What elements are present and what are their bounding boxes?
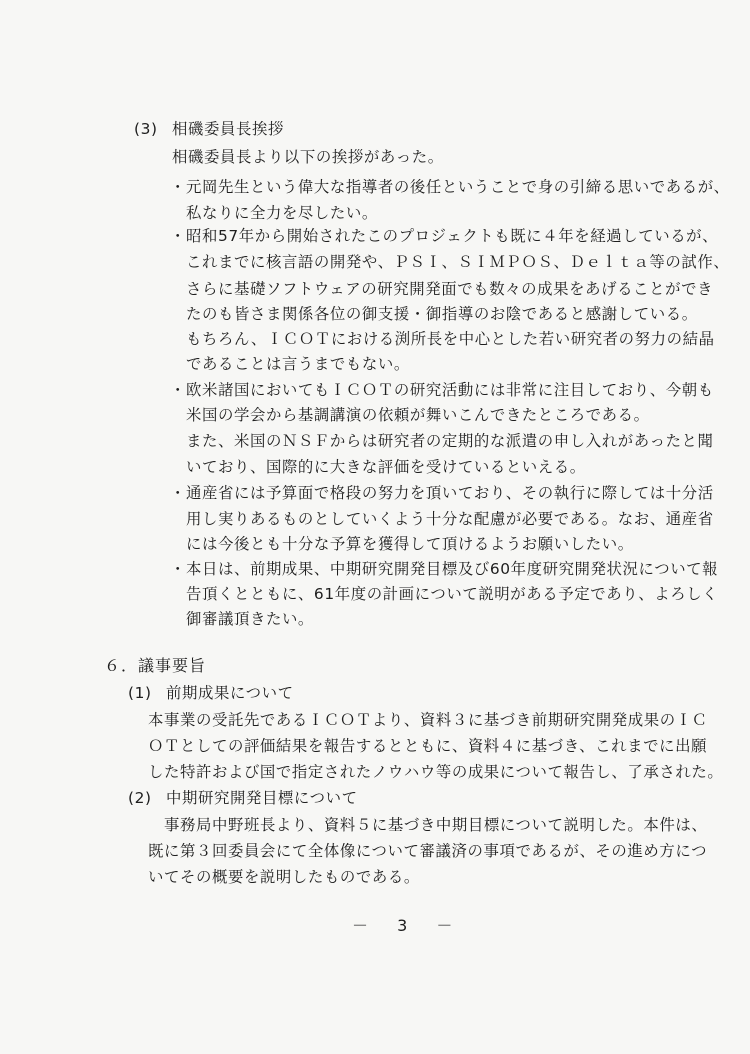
bullet-2-line-1: ・昭和57年から開始されたこのプロジェクトも既に４年を経過しているが、 xyxy=(170,227,719,245)
bullet-3-line-1: ・欧米諸国においてもＩＣＯＴの研究活動には非常に注目しており、今朝も xyxy=(170,381,714,399)
bullet-5-line-2: 告頂くとともに、61年度の計画について説明がある予定であり、よろしく xyxy=(186,585,719,603)
bullet-2-line-6: であることは言うまでもない。 xyxy=(186,355,410,373)
item-1-title: 前期成果について xyxy=(166,684,294,702)
item-2-number: (2) xyxy=(128,789,152,807)
page-number: － 3 － xyxy=(352,916,465,935)
bullet-3-line-3: また、米国のＮＳＦからは研究者の定期的な派遣の申し入れがあったと聞 xyxy=(186,432,714,450)
section-3-intro: 相磯委員長より以下の挨拶があった。 xyxy=(172,148,444,166)
item-2-line-2: 既に第３回委員会にて全体像について審議済の事項であるが、その進め方につ xyxy=(148,842,708,860)
bullet-2-line-4: たのも皆さま関係各位の御支援・御指導のお陰であると感謝している。 xyxy=(186,305,698,323)
bullet-4-line-2: 用し実りあるものとしていくよう十分な配慮が必要である。なお、通産省 xyxy=(186,510,714,528)
bullet-4-line-3: には今後とも十分な予算を獲得して頂けるようお願いしたい。 xyxy=(186,535,634,553)
item-2-line-1: 事務局中野班長より、資料５に基づき中期目標について説明した。本件は、 xyxy=(164,816,708,834)
bullet-3-line-4: いており、国際的に大きな評価を受けているといえる。 xyxy=(186,458,586,476)
item-2-title: 中期研究開発目標について xyxy=(166,789,358,807)
item-1-number: (1) xyxy=(128,684,152,702)
bullet-1-line-2: 私なりに全力を尽したい。 xyxy=(186,204,378,222)
item-1-line-3: した特許および国で指定されたノウハウ等の成果について報告し、了承された。 xyxy=(148,763,724,781)
bullet-3-line-2: 米国の学会から基調講演の依頼が舞いこんできたところである。 xyxy=(186,406,650,424)
bullet-1-line-1: ・元岡先生という偉大な指導者の後任ということで身の引締る思いであるが、 xyxy=(170,178,730,196)
bullet-4-line-1: ・通産省には予算面で格段の努力を頂いており、その執行に際しては十分活 xyxy=(170,484,714,502)
item-2-line-3: いてその概要を説明したものである。 xyxy=(148,868,420,886)
item-1-line-1: 本事業の受託先であるＩＣＯＴより、資料３に基づき前期研究開発成果のＩＣ xyxy=(148,711,708,729)
bullet-2-line-3: さらに基礎ソフトウェアの研究開発面でも数々の成果をあげることができ xyxy=(186,280,714,298)
bullet-5-line-3: 御審議頂きたい。 xyxy=(186,610,314,628)
bullet-2-line-2: これまでに核言語の開発や、ＰＳＩ、ＳＩＭＰＯＳ、Ｄｅｌｔａ等の試作、 xyxy=(186,253,730,271)
item-1-line-2: ＯＴとしての評価結果を報告するとともに、資料４に基づき、これまでに出願 xyxy=(148,737,708,755)
section-6-heading: ６．議事要旨 xyxy=(104,656,207,675)
bullet-5-line-1: ・本日は、前期成果、中期研究開発目標及び60年度研究開発状況について報 xyxy=(170,560,719,578)
bullet-2-line-5: もちろん、ＩＣＯＴにおける渕所長を中心とした若い研究者の努力の結晶 xyxy=(186,330,715,348)
section-3-number: (3) xyxy=(134,120,158,138)
section-3-heading: 相磯委員長挨拶 xyxy=(172,120,284,138)
